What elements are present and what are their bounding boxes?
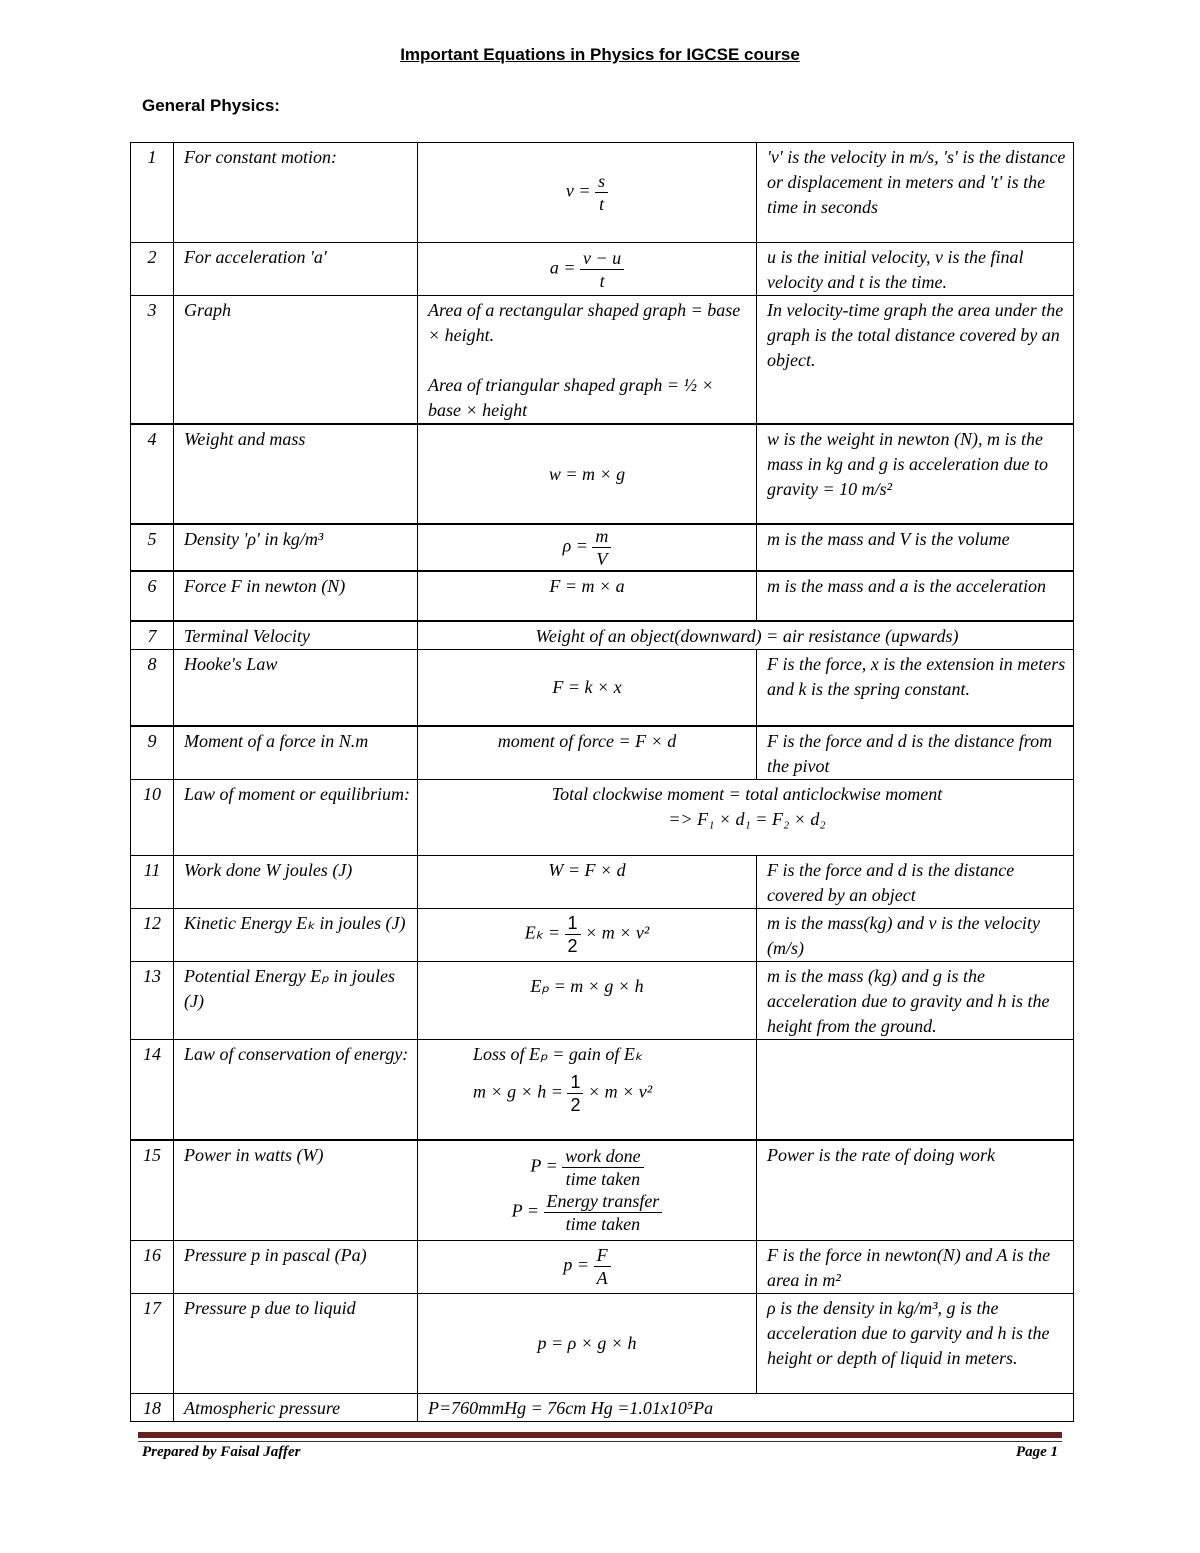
description: u is the initial velocity, v is the final velocity and t is the time. <box>757 243 1074 296</box>
equation: P=760mmHg = 76cm Hg =1.01x10⁵Pa <box>418 1393 1074 1421</box>
row-number: 17 <box>131 1293 174 1393</box>
equation: F = m × a <box>418 571 757 621</box>
row-number: 14 <box>131 1039 174 1140</box>
quantity-name: Power in watts (W) <box>174 1140 418 1240</box>
description: F is the force and d is the distance covered by an object <box>757 855 1074 908</box>
quantity-name: Density 'ρ' in kg/m³ <box>174 524 418 571</box>
table-row <box>131 424 1074 524</box>
quantity-name: Kinetic Energy Eₖ in joules (J) <box>174 908 418 961</box>
row-number: 11 <box>131 855 174 908</box>
quantity-name: For constant motion: <box>174 143 418 243</box>
row-number: 6 <box>131 571 174 621</box>
equation: w = m × g <box>418 424 757 524</box>
row-number: 7 <box>131 621 174 650</box>
description: m is the mass and V is the volume <box>757 524 1074 571</box>
equation: a = $\frac{v - u}{t}$ <box>418 243 757 296</box>
quantity-name: Work done W joules (J) <box>174 855 418 908</box>
equations-table <box>130 142 1074 1422</box>
page-number: Page 1 <box>1015 1444 1058 1460</box>
section-heading: General Physics: <box>142 96 280 115</box>
row-number: 16 <box>131 1240 174 1293</box>
table-row <box>131 524 1074 571</box>
equation: W = F × d <box>418 855 757 908</box>
row-number: 4 <box>131 424 174 524</box>
quantity-name: Pressure p due to liquid <box>174 1293 418 1393</box>
row-number: 5 <box>131 524 174 571</box>
row-number: 1 <box>131 143 174 243</box>
description: m is the mass (kg) and g is the acceleration due to gravity and h is the height from the ground. <box>757 961 1074 1039</box>
equation: P = $\frac{\text{work done}}{\text{time taken}}$ P = $\frac{\text{Energy transfer}}{\text{time taken}}$ <box>418 1140 757 1240</box>
quantity-name: Potential Energy Eₚ in joules (J) <box>174 961 418 1039</box>
row-number: 13 <box>131 961 174 1039</box>
row-number: 10 <box>131 779 174 855</box>
description: In velocity-time graph the area under the graph is the total distance covered by an object. <box>757 296 1074 425</box>
equation: Area of a rectangular shaped graph = base × height. Area of triangular shaped graph = ½ × base × height <box>418 296 757 425</box>
equation: Loss of Eₚ = gain of Eₖ m × g × h = $\frac{1}{2}$ × m × v² <box>418 1039 757 1140</box>
quantity-name: Atmospheric pressure <box>174 1393 418 1421</box>
description: F is the force in newton(N) and A is the area in m² <box>757 1240 1074 1293</box>
equation: F = k × x <box>418 650 757 726</box>
table-row <box>131 296 1074 425</box>
quantity-name: Force F in newton (N) <box>174 571 418 621</box>
table-row <box>131 571 1074 621</box>
description: w is the weight in newton (N), m is the mass in kg and g is acceleration due to gravity = 10 m/s² <box>757 424 1074 524</box>
description: F is the force, x is the extension in meters and k is the spring constant. <box>757 650 1074 726</box>
row-number: 15 <box>131 1140 174 1240</box>
description: F is the force and d is the distance from the pivot <box>757 726 1074 780</box>
equation: p = $\frac{F}{A}$ <box>418 1240 757 1293</box>
equation: Total clockwise moment = total anticlockwise moment => F₁ × d₁ = F₂ × d₂ <box>418 779 1074 855</box>
row-number: 12 <box>131 908 174 961</box>
table-row <box>131 1293 1074 1393</box>
table-row <box>131 908 1074 961</box>
quantity-name: Law of conservation of energy: <box>174 1039 418 1140</box>
table-row <box>131 726 1074 780</box>
quantity-name: Terminal Velocity <box>174 621 418 650</box>
equation: ρ = $\frac{m}{V}$ <box>418 524 757 571</box>
quantity-name: For acceleration 'a' <box>174 243 418 296</box>
row-number: 9 <box>131 726 174 780</box>
quantity-name: Pressure p in pascal (Pa) <box>174 1240 418 1293</box>
table-row <box>131 779 1074 855</box>
table-row <box>131 650 1074 726</box>
row-number: 2 <box>131 243 174 296</box>
row-number: 18 <box>131 1393 174 1421</box>
row-number: 8 <box>131 650 174 726</box>
equation: Eₖ = $\frac{1}{2}$ × m × v² <box>418 908 757 961</box>
description: m is the mass and a is the acceleration <box>757 571 1074 621</box>
quantity-name: Law of moment or equilibrium: <box>174 779 418 855</box>
equation: Eₚ = m × g × h <box>418 961 757 1039</box>
quantity-name: Weight and mass <box>174 424 418 524</box>
table-row <box>131 143 1074 243</box>
description <box>757 1039 1074 1140</box>
equation: v = $\frac{s}{t}$ <box>418 143 757 243</box>
description: 'v' is the velocity in m/s, 's' is the distance or displacement in meters and 't' is the time in seconds <box>757 143 1074 243</box>
description: m is the mass(kg) and v is the velocity (m/s) <box>757 908 1074 961</box>
description: Power is the rate of doing work <box>757 1140 1074 1240</box>
table-row <box>131 243 1074 296</box>
footer-rule <box>138 1432 1062 1438</box>
table-row <box>131 855 1074 908</box>
row-number: 3 <box>131 296 174 425</box>
equation: Weight of an object(downward) = air resistance (upwards) <box>418 621 1074 650</box>
description: ρ is the density in kg/m³, g is the acceleration due to garvity and h is the height or depth of liquid in meters. <box>757 1293 1074 1393</box>
table-row <box>131 1140 1074 1240</box>
table-row <box>131 1393 1074 1421</box>
equation: p = ρ × g × h <box>418 1293 757 1393</box>
quantity-name: Graph <box>174 296 418 425</box>
table-row <box>131 1240 1074 1293</box>
equation: moment of force = F × d <box>418 726 757 780</box>
quantity-name: Hooke's Law <box>174 650 418 726</box>
document-title: Important Equations in Physics for IGCSE course <box>400 45 800 64</box>
table-row <box>131 621 1074 650</box>
footer-rule-thin <box>138 1441 1062 1442</box>
quantity-name: Moment of a force in N.m <box>174 726 418 780</box>
footer-author: Prepared by Faisal Jaffer <box>142 1444 301 1460</box>
table-row <box>131 1039 1074 1140</box>
table-row <box>131 961 1074 1039</box>
